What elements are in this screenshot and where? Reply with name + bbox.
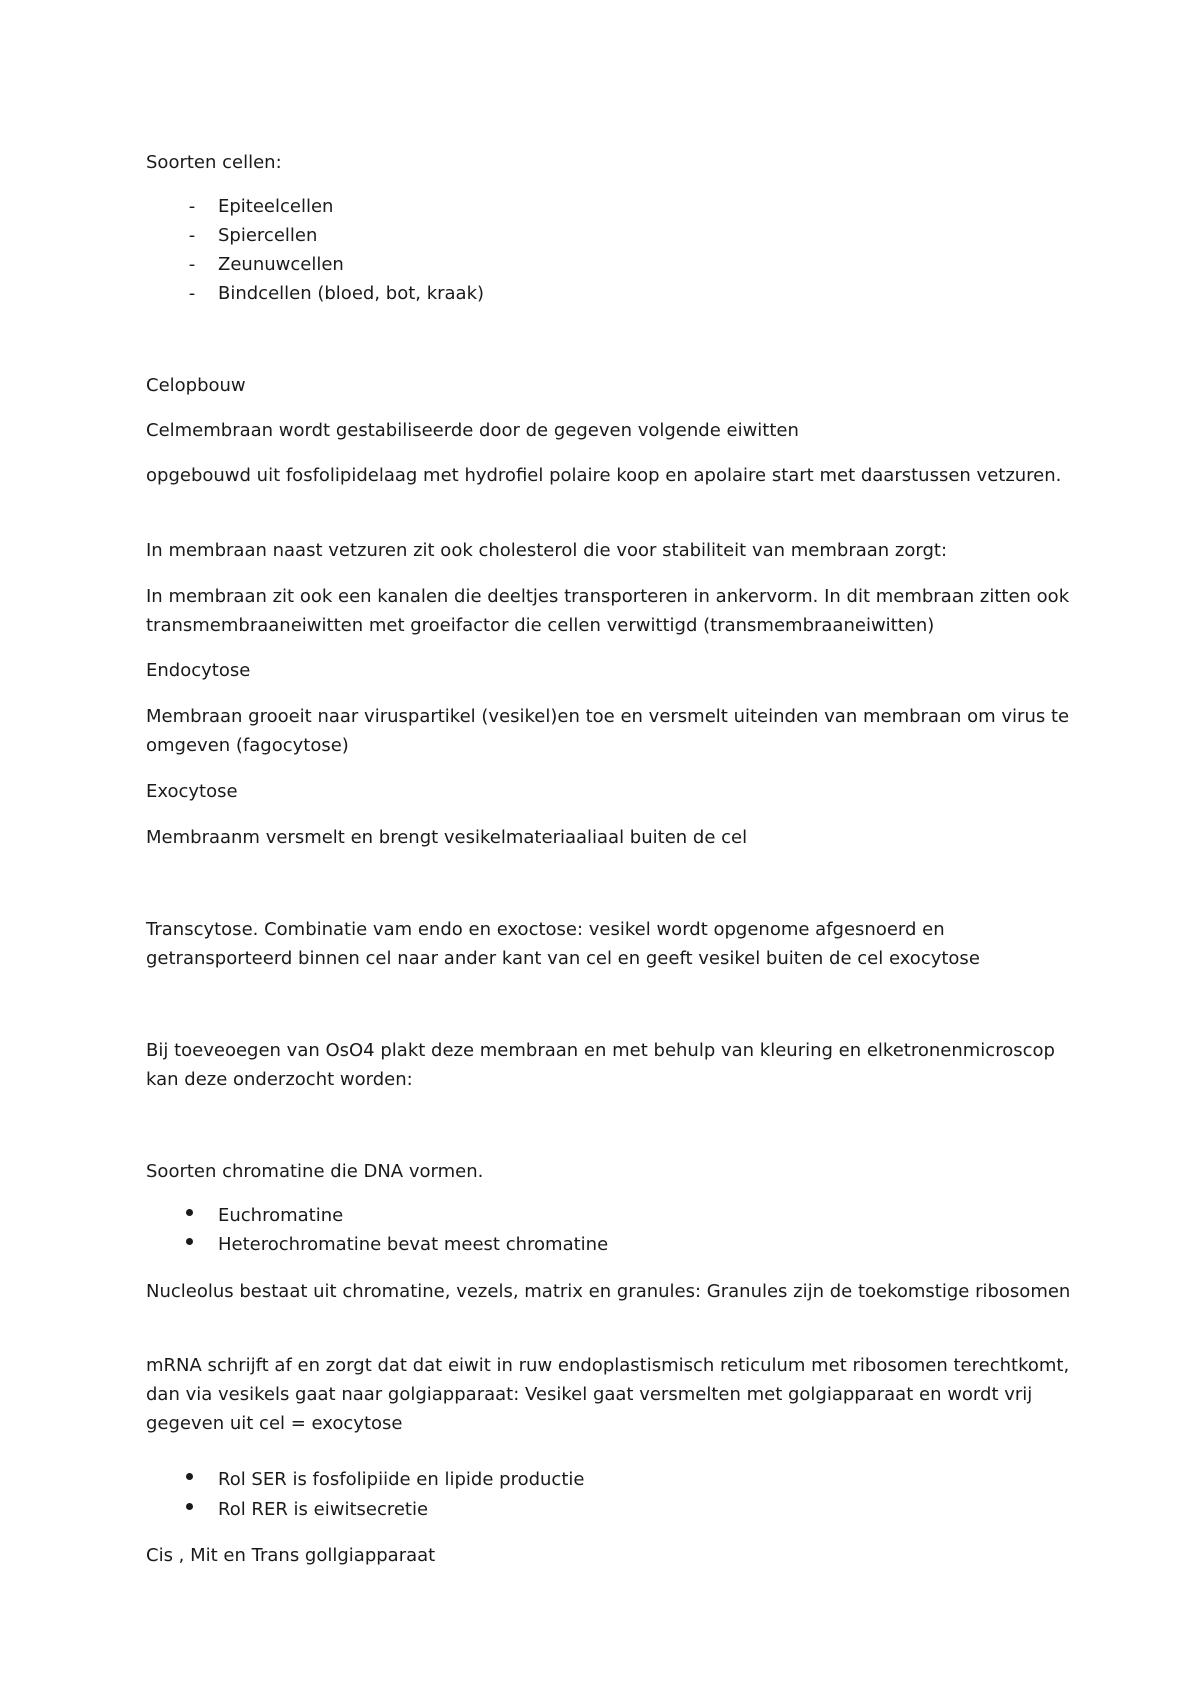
list-dash-marker: -	[188, 254, 196, 275]
paragraph-membrane-stabilized: Celmembraan wordt gestabiliseerde door de gegeven volgende eiwitten	[146, 420, 799, 441]
bullet-marker	[186, 1238, 193, 1245]
paragraph-phospholipid-layer: opgebouwd uit fosfolipidelaag met hydrofiel polaire koop en apolaire start met daarstussen vetzuren.	[146, 465, 1062, 486]
cell-type-item: Bindcellen (bloed, bot, kraak)	[218, 283, 485, 304]
bullet-marker	[186, 1503, 193, 1510]
heading-cell-types: Soorten cellen:	[146, 152, 282, 173]
cell-type-item: Zeunuwcellen	[218, 254, 344, 275]
list-dash-marker: -	[188, 283, 196, 304]
paragraph-cholesterol: In membraan naast vetzuren zit ook cholesterol die voor stabiliteit van membraan zorgt:	[146, 540, 948, 561]
heading-exocytosis: Exocytose	[146, 781, 238, 802]
paragraph-nucleolus: Nucleolus bestaat uit chromatine, vezels, matrix en granules: Granules zijn de toekomstige ribosomen	[146, 1281, 1071, 1302]
bullet-marker	[186, 1473, 193, 1480]
cell-type-item: Spiercellen	[218, 225, 318, 246]
paragraph-mrna-golgi: mRNA schrijft af en zorgt dat dat eiwit in ruw endoplastismisch reticulum met ribosomen terechtkomt, dan via vesikels gaat naar golgiapparaat: Vesikel gaat versmelten met golgiapparaat en wordt vrij gegeven uit cel = exocytose	[146, 1355, 1070, 1434]
heading-cell-structure: Celopbouw	[146, 375, 246, 396]
er-role-item: Rol RER is eiwitsecretie	[218, 1499, 429, 1520]
paragraph-oso4-staining: Bij toeveoegen van OsO4 plakt deze membraan en met behulp van kleuring en elketronenmicroscop kan deze onderzocht worden:	[146, 1040, 1055, 1090]
er-role-item: Rol SER is fosfolipiide en lipide productie	[218, 1469, 585, 1490]
chromatin-type-item: Euchromatine	[218, 1205, 344, 1226]
paragraph-transcytosis: Transcytose. Combinatie vam endo en exoctose: vesikel wordt opgenome afgesnoerd en getransporteerd binnen cel naar ander kant van cel en geeft vesikel buiten de cel exocytose	[146, 919, 980, 969]
bullet-marker	[186, 1209, 193, 1216]
heading-endocytosis: Endocytose	[146, 660, 251, 681]
list-dash-marker: -	[188, 225, 196, 246]
paragraph-golgi-parts: Cis , Mit en Trans gollgiapparaat	[146, 1545, 436, 1566]
list-dash-marker: -	[188, 196, 196, 217]
paragraph-exocytosis: Membraanm versmelt en brengt vesikelmateriaaliaal buiten de cel	[146, 827, 748, 848]
chromatin-type-item: Heterochromatine bevat meest chromatine	[218, 1234, 609, 1255]
paragraph-endocytosis: Membraan grooeit naar viruspartikel (vesikel)en toe en versmelt uiteinden van membraan om virus te omgeven (fagocytose)	[146, 706, 1070, 756]
heading-chromatin-types: Soorten chromatine die DNA vormen.	[146, 1161, 484, 1182]
paragraph-membrane-channels: In membraan zit ook een kanalen die deeltjes transporteren in ankervorm. In dit membraan zitten ook transmembraaneiwitten met groeifactor die cellen verwittigd (transmembraaneiwitten)	[146, 586, 1070, 636]
cell-type-item: Epiteelcellen	[218, 196, 334, 217]
